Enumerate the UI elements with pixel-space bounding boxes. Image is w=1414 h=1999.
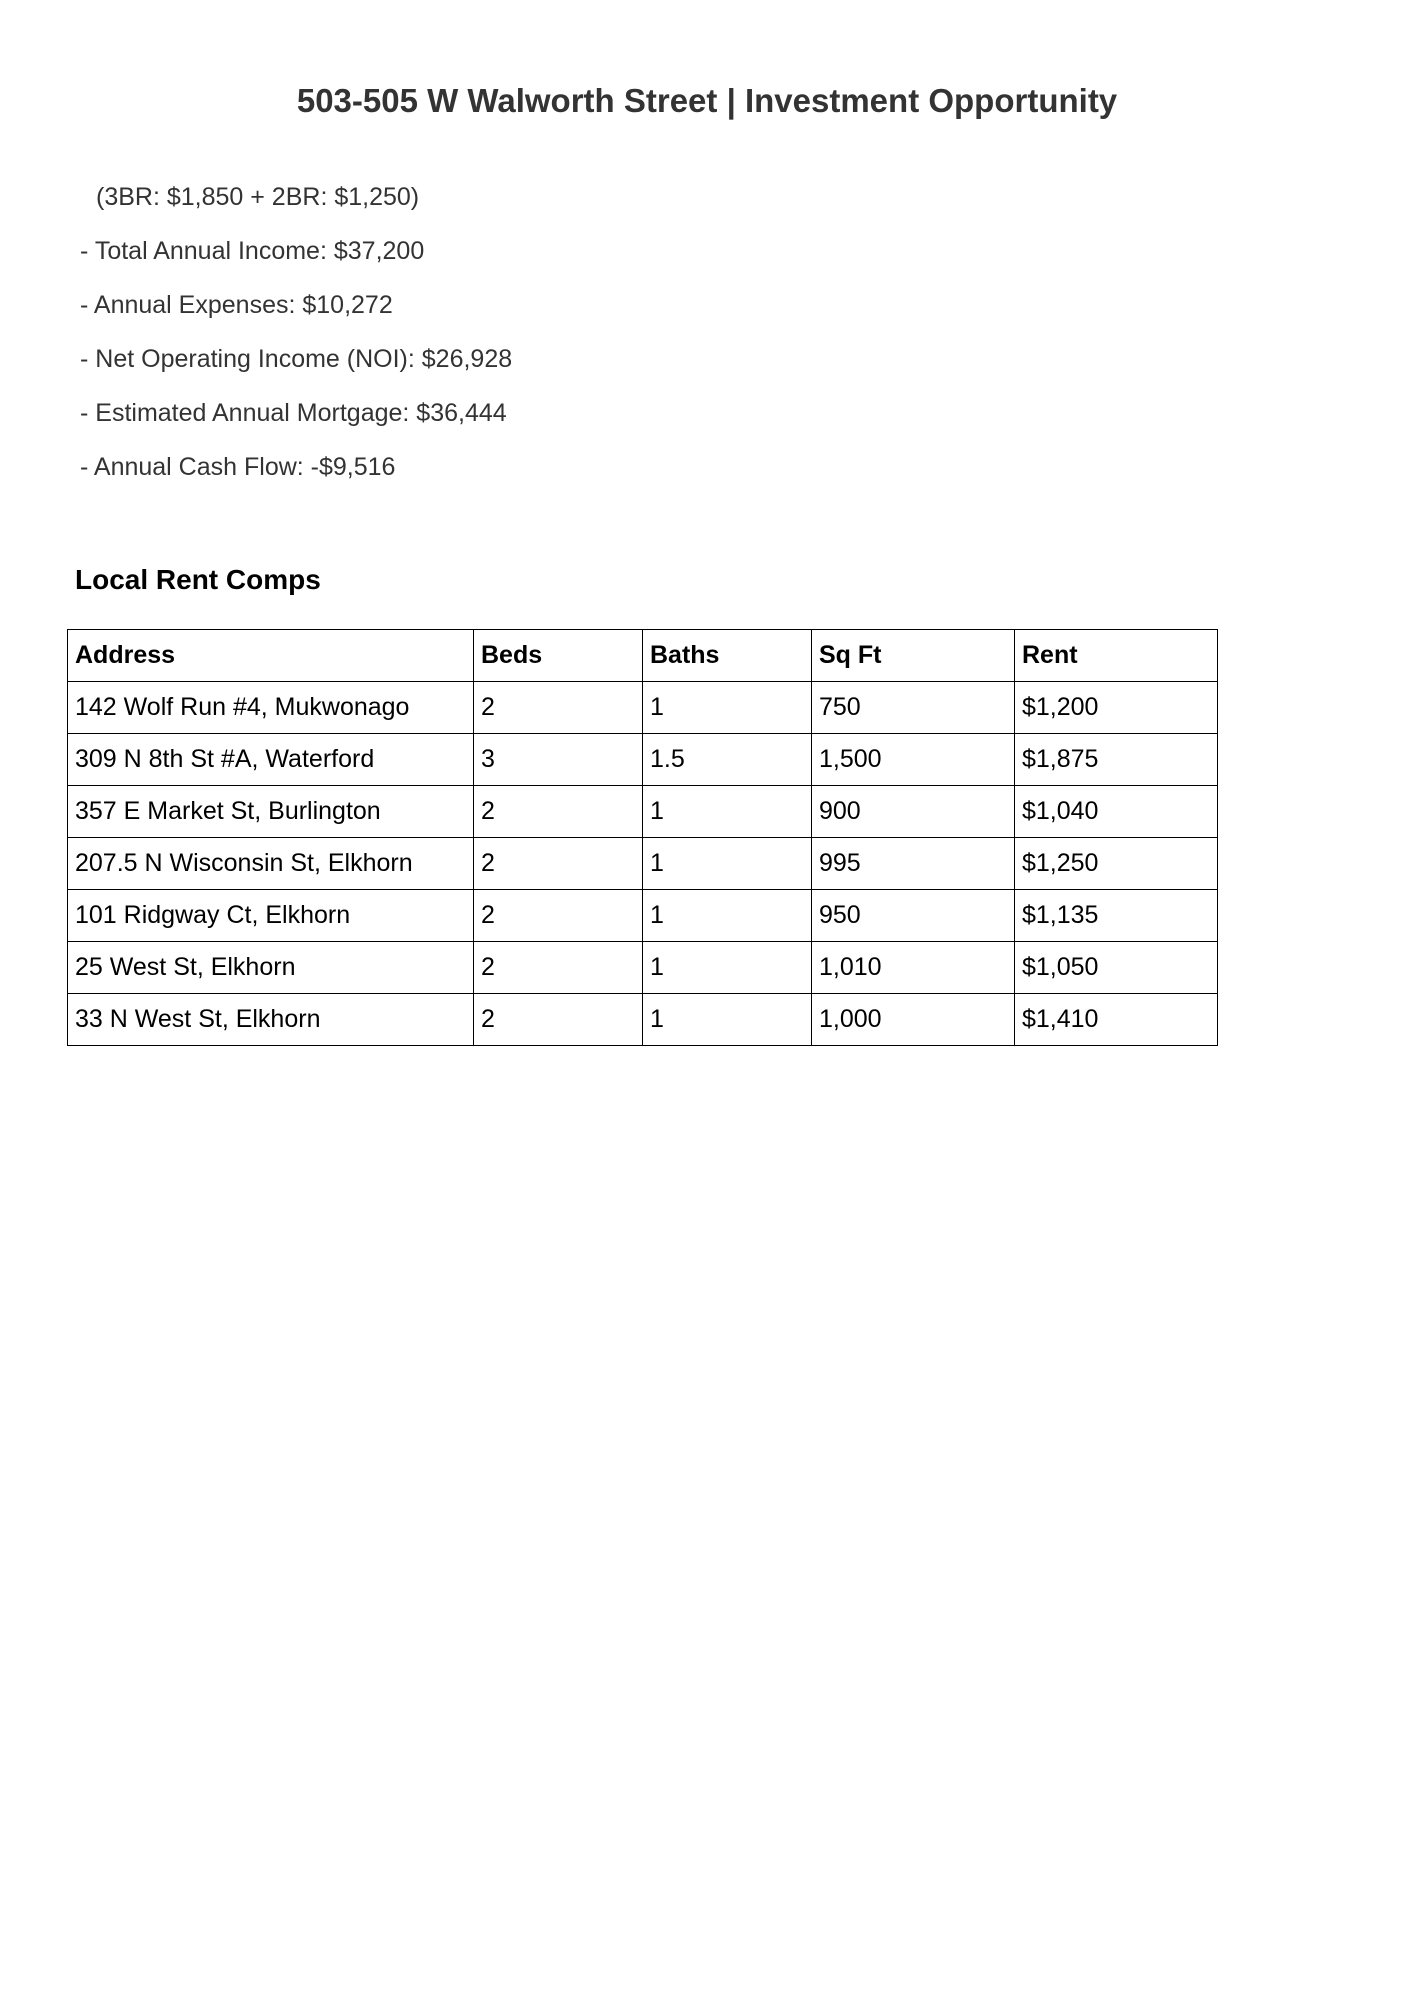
table-row [68, 838, 1218, 890]
cell-beds: 3 [474, 734, 643, 786]
cell-beds: 2 [474, 994, 643, 1046]
cell-beds: 2 [474, 838, 643, 890]
cell-address: 25 West St, Elkhorn [68, 942, 474, 994]
table-row [68, 682, 1218, 734]
cell-baths: 1 [643, 838, 812, 890]
cell-beds: 2 [474, 890, 643, 942]
income-summary [80, 174, 980, 498]
cell-baths: 1 [643, 786, 812, 838]
cell-baths: 1.5 [643, 734, 812, 786]
page-title: 503-505 W Walworth Street | Investment Opportunity [296, 82, 1118, 119]
table-row [68, 890, 1218, 942]
rent-breakdown: (3BR: $1,850 + 2BR: $1,250) [96, 183, 420, 211]
annual-expenses: - Annual Expenses: $10,272 [80, 291, 393, 319]
rent-comps-table [67, 629, 1218, 1046]
cell-sqft: 750 [812, 682, 1015, 734]
cell-rent: $1,875 [1015, 734, 1218, 786]
cell-rent: $1,410 [1015, 994, 1218, 1046]
cell-address: 33 N West St, Elkhorn [68, 994, 474, 1046]
estimated-annual-mortgage: - Estimated Annual Mortgage: $36,444 [80, 399, 507, 427]
cell-address: 142 Wolf Run #4, Mukwonago [68, 682, 474, 734]
cell-rent: $1,050 [1015, 942, 1218, 994]
cell-rent: $1,135 [1015, 890, 1218, 942]
total-annual-income: - Total Annual Income: $37,200 [80, 237, 425, 265]
table-row [68, 734, 1218, 786]
cell-baths: 1 [643, 942, 812, 994]
cell-rent: $1,040 [1015, 786, 1218, 838]
annual-cash-flow: - Annual Cash Flow: -$9,516 [80, 453, 396, 481]
cell-beds: 2 [474, 682, 643, 734]
cell-sqft: 950 [812, 890, 1015, 942]
cell-baths: 1 [643, 890, 812, 942]
net-operating-income: - Net Operating Income (NOI): $26,928 [80, 345, 513, 373]
cell-address: 357 E Market St, Burlington [68, 786, 474, 838]
cell-sqft: 1,500 [812, 734, 1015, 786]
cell-beds: 2 [474, 786, 643, 838]
rent-comps-heading: Local Rent Comps [75, 564, 321, 595]
cell-address: 309 N 8th St #A, Waterford [68, 734, 474, 786]
column-header-sqft: Sq Ft [812, 630, 1015, 682]
cell-rent: $1,200 [1015, 682, 1218, 734]
cell-sqft: 1,010 [812, 942, 1015, 994]
column-header-beds: Beds [474, 630, 643, 682]
table-header-row [68, 630, 1218, 682]
cell-address: 207.5 N Wisconsin St, Elkhorn [68, 838, 474, 890]
table-row [68, 994, 1218, 1046]
cell-beds: 2 [474, 942, 643, 994]
table-row [68, 942, 1218, 994]
table-row [68, 786, 1218, 838]
cell-rent: $1,250 [1015, 838, 1218, 890]
column-header-address: Address [68, 630, 474, 682]
cell-baths: 1 [643, 994, 812, 1046]
cell-sqft: 1,000 [812, 994, 1015, 1046]
cell-sqft: 995 [812, 838, 1015, 890]
column-header-baths: Baths [643, 630, 812, 682]
cell-baths: 1 [643, 682, 812, 734]
cell-address: 101 Ridgway Ct, Elkhorn [68, 890, 474, 942]
cell-sqft: 900 [812, 786, 1015, 838]
column-header-rent: Rent [1015, 630, 1218, 682]
